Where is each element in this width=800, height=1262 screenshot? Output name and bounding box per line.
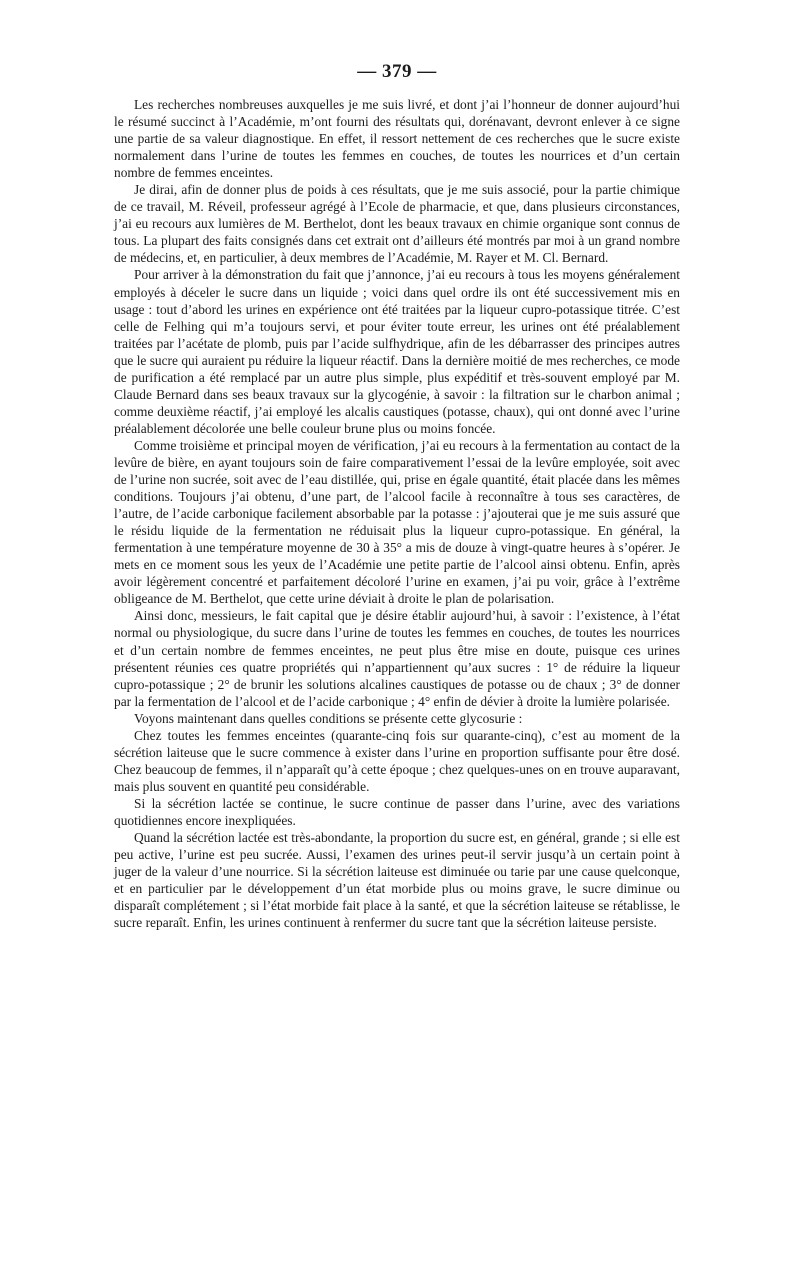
paragraph: Les recherches nombreuses auxquelles je me suis livré, et dont j’ai l’honneur de donner aujourd’hui le résumé succinct à l’Académie, m’ont fourni des résultats qui, dorénavant, devront enlever à ce signe une partie de sa valeur diagnostique. En effet, il ressort nettement de ces recherches que le sucre existe normalement dans l’urine de toutes les femmes en couches, de toutes les nourrices et d’un certain nombre de femmes enceintes. [114, 97, 680, 181]
page-number: — 379 — [357, 61, 437, 82]
paragraph: Si la sécrétion lactée se continue, le sucre continue de passer dans l’urine, avec des variations quotidiennes encore inexpliquées. [114, 795, 680, 828]
paragraph: Pour arriver à la démonstration du fait que j’annonce, j’ai eu recours à tous les moyens généralement employés à déceler le sucre dans un liquide ; voici dans quel ordre ils ont été successivement mis en usage : tout d’abord les urines en expérience ont été traitées par la liqueur cupro-potassique titrée. C’est celle de Felhing qui m’a toujours servi, et pour éviter toute erreur, les urines ont été préalablement traitées par l’acétate de plomb, puis par l’acide sulfhydrique, afin de les débarrasser des principes autres que le sucre qui auraient pu réduire la liqueur réactif. Dans la dernière moitié de mes recherches, ce mode de purification a été remplacé par un autre plus simple, plus expéditif et très-souvent employé par M. Claude Bernard dans ses beaux travaux sur la glycogénie, à savoir : la filtration sur le charbon animal ; comme deuxième réactif, j’ai employé les alcalis caustiques (potasse, chaux), qui ont donné avec l’urine préalablement décolorée une belle couleur brune plus ou moins foncée. [114, 267, 680, 436]
body-text [114, 96, 680, 931]
document-page [114, 60, 680, 931]
paragraph: Chez toutes les femmes enceintes (quarante-cinq fois sur quarante-cinq), c’est au moment de la sécrétion laiteuse que le sucre commence à exister dans l’urine en proportion suffisante pour être dosé. Chez beaucoup de femmes, il n’apparaît qu’à cette époque ; chez quelques-unes on en trouve auparavant, mais plus souvent en quantité peu considérable. [114, 727, 680, 794]
paragraph: Quand la sécrétion lactée est très-abondante, la proportion du sucre est, en général, grande ; si elle est peu active, l’urine est peu sucrée. Aussi, l’examen des urines peut-il servir jusqu’à un certain point à juger de la valeur d’une nourrice. Si la sécrétion laiteuse est diminuée ou tarie par une cause quelconque, et en particulier par le développement d’un état morbide plus ou moins grave, le sucre diminue ou disparaît complétement ; si l’état morbide fait place à la santé, et que la sécrétion laiteuse se rétablisse, le sucre reparaît. Enfin, les urines continuent à renfermer du sucre tant que la sécrétion laiteuse persiste. [114, 830, 680, 931]
paragraph: Voyons maintenant dans quelles conditions se présente cette glycosurie : [134, 710, 523, 726]
paragraph: Comme troisième et principal moyen de vérification, j’ai eu recours à la fermentation au contact de la levûre de bière, en ayant toujours soin de faire comparativement l’essai de la levûre employée, soit avec de l’urine non sucrée, soit avec de l’eau distillée, qui, prise en égale quantité, était placée dans les mêmes conditions. Toujours j’ai obtenu, d’une part, de l’alcool facile à reconnaître à tous ses caractères, de l’autre, de l’acide carbonique facilement absorbable par la potasse : j’ajouterai que je me suis assuré que le résidu liquide de la fermentation ne réduisait plus la liqueur cupro-potassique. En général, la fermentation à une température moyenne de 30 à 35° a mis de douze à vingt-quatre heures à s’opérer. Je mets en ce moment sous les yeux de l’Académie une petite partie de l’alcool ainsi obtenu. Enfin, après avoir légèrement concentré et parfaitement décoloré l’urine en examen, j’ai pu voir, grâce à l’extrême obligeance de M. Berthelot, que cette urine déviait à droite le plan de polarisation. [114, 437, 680, 607]
paragraph: Ainsi donc, messieurs, le fait capital que je désire établir aujourd’hui, à savoir : l’existence, à l’état normal ou physiologique, du sucre dans l’urine de toutes les femmes en couches, de toutes les nourrices et d’un certain nombre de femmes enceintes, ne peut plus être mise en doute, puisque ces urines présentent réunies ces quatre propriétés qui n’appartiennent qu’aux sucres : 1° de réduire la liqueur cupro-potassique ; 2° de brunir les solutions alcalines caustiques de potasse ou de chaux ; 3° de donner par la fermentation de l’alcool et de l’acide carbonique ; 4° enfin de dévier à droite la lumière polarisée. [114, 608, 680, 709]
paragraph: Je dirai, afin de donner plus de poids à ces résultats, que je me suis associé, pour la partie chimique de ce travail, M. Réveil, professeur agrégé à l’Ecole de pharmacie, et que, dans plusieurs circonstances, j’ai eu recours aux lumières de M. Berthelot, dont les beaux travaux en chimie organique sont connus de tous. La plupart des faits consignés dans cet extrait ont d’ailleurs été montrés par moi à un grand nombre de médecins, et, en particulier, à deux membres de l’Académie, M. Rayer et M. Cl. Bernard. [114, 182, 680, 266]
